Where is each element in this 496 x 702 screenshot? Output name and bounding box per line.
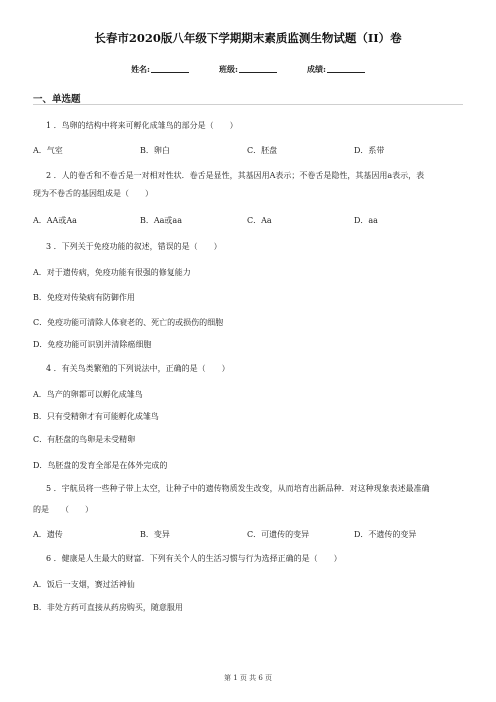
- class-field[interactable]: [219, 64, 277, 75]
- q3-option-c[interactable]: C．免疫功能可清除人体衰老的、死亡的或损伤的细胞: [33, 318, 224, 327]
- q3-option-a[interactable]: A．对于遗传病，免疫功能有很强的修复能力: [33, 268, 191, 277]
- class-blank[interactable]: [239, 64, 277, 73]
- question-5-stem-line2: 的是 （ ）: [33, 505, 93, 514]
- q4-option-d[interactable]: D．鸟胚盘的发育全部是在体外完成的: [33, 461, 168, 470]
- q3-option-b[interactable]: B．免疫对传染病有防御作用: [33, 293, 135, 302]
- page-title: 长春市2020版八年级下学期期末素质监测生物试题（II）卷: [94, 31, 402, 45]
- q1-option-d[interactable]: D．系带: [354, 146, 385, 155]
- question-5-options: [33, 529, 461, 540]
- question-2-options: [33, 215, 461, 226]
- q5-option-a[interactable]: A．遗传: [33, 530, 63, 539]
- page-footer: 第 1 页 共 6 页: [223, 674, 273, 682]
- score-blank[interactable]: [327, 64, 365, 73]
- score-field[interactable]: [307, 64, 365, 75]
- q4-option-c[interactable]: C．有胚盘的鸟卵是未受精卵: [33, 435, 136, 444]
- q5-option-c[interactable]: C．可遗传的变异: [247, 530, 310, 539]
- q6-option-b[interactable]: B．非处方药可直接从药房购买，随意服用: [33, 603, 183, 612]
- q5-option-b[interactable]: B．变异: [140, 530, 170, 539]
- question-6-stem: 6 ．健康是人生最大的财富．下列有关个人的生活习惯与行为选择正确的是（ ）: [46, 554, 342, 563]
- q1-option-a[interactable]: A．气室: [33, 146, 63, 155]
- student-info-row: [0, 64, 496, 75]
- name-label: 姓名:: [131, 64, 151, 74]
- q1-option-c[interactable]: C．胚盘: [247, 146, 278, 155]
- q4-option-a[interactable]: A．鸟产的卵都可以孵化成雏鸟: [33, 390, 143, 399]
- q4-option-b[interactable]: B．只有受精卵才有可能孵化成雏鸟: [33, 412, 159, 421]
- section-divider: [33, 104, 463, 105]
- q3-option-d[interactable]: D．免疫功能可识别并清除癌细胞: [33, 340, 152, 349]
- q2-option-b[interactable]: B．Aa或aa: [140, 216, 182, 225]
- name-field[interactable]: [131, 64, 189, 75]
- question-3-stem: 3 ．下列关于免疫功能的叙述，错误的是（ ）: [46, 242, 222, 251]
- question-5-stem-line1: 5 ．宇航员将一些种子带上太空，让种子中的遗传物质发生改变，从而培育出新品种．对这种现象表述最准确: [46, 484, 430, 493]
- q1-option-b[interactable]: B．卵白: [140, 146, 170, 155]
- question-2-stem-line2: 现为不卷舌的基因组成是（ ）: [33, 189, 153, 198]
- question-1-stem: 1 ．鸟卵的结构中将来可孵化成雏鸟的部分是（ ）: [46, 121, 238, 130]
- q2-option-d[interactable]: D．aa: [354, 216, 378, 225]
- q5-option-d[interactable]: D．不遗传的变异: [354, 530, 417, 539]
- q2-option-c[interactable]: C．Aa: [247, 216, 272, 225]
- question-2-stem-line1: 2 ．人的卷舌和不卷舌是一对相对性状．卷舌是显性，其基因用A表示；不卷舌是隐性，其基因用a表示，表: [46, 171, 425, 180]
- class-label: 班级:: [219, 64, 238, 74]
- question-1-options: [33, 145, 461, 156]
- section-heading: 一、单选题: [33, 94, 81, 105]
- score-label: 成绩:: [306, 64, 326, 74]
- name-blank[interactable]: [151, 64, 189, 73]
- q2-option-a[interactable]: A．AA或Aa: [33, 216, 77, 225]
- question-4-stem: 4 ．有关鸟类繁殖的下列说法中，正确的是（ ）: [46, 364, 230, 373]
- q6-option-a[interactable]: A．饭后一支烟，赛过活神仙: [33, 580, 135, 589]
